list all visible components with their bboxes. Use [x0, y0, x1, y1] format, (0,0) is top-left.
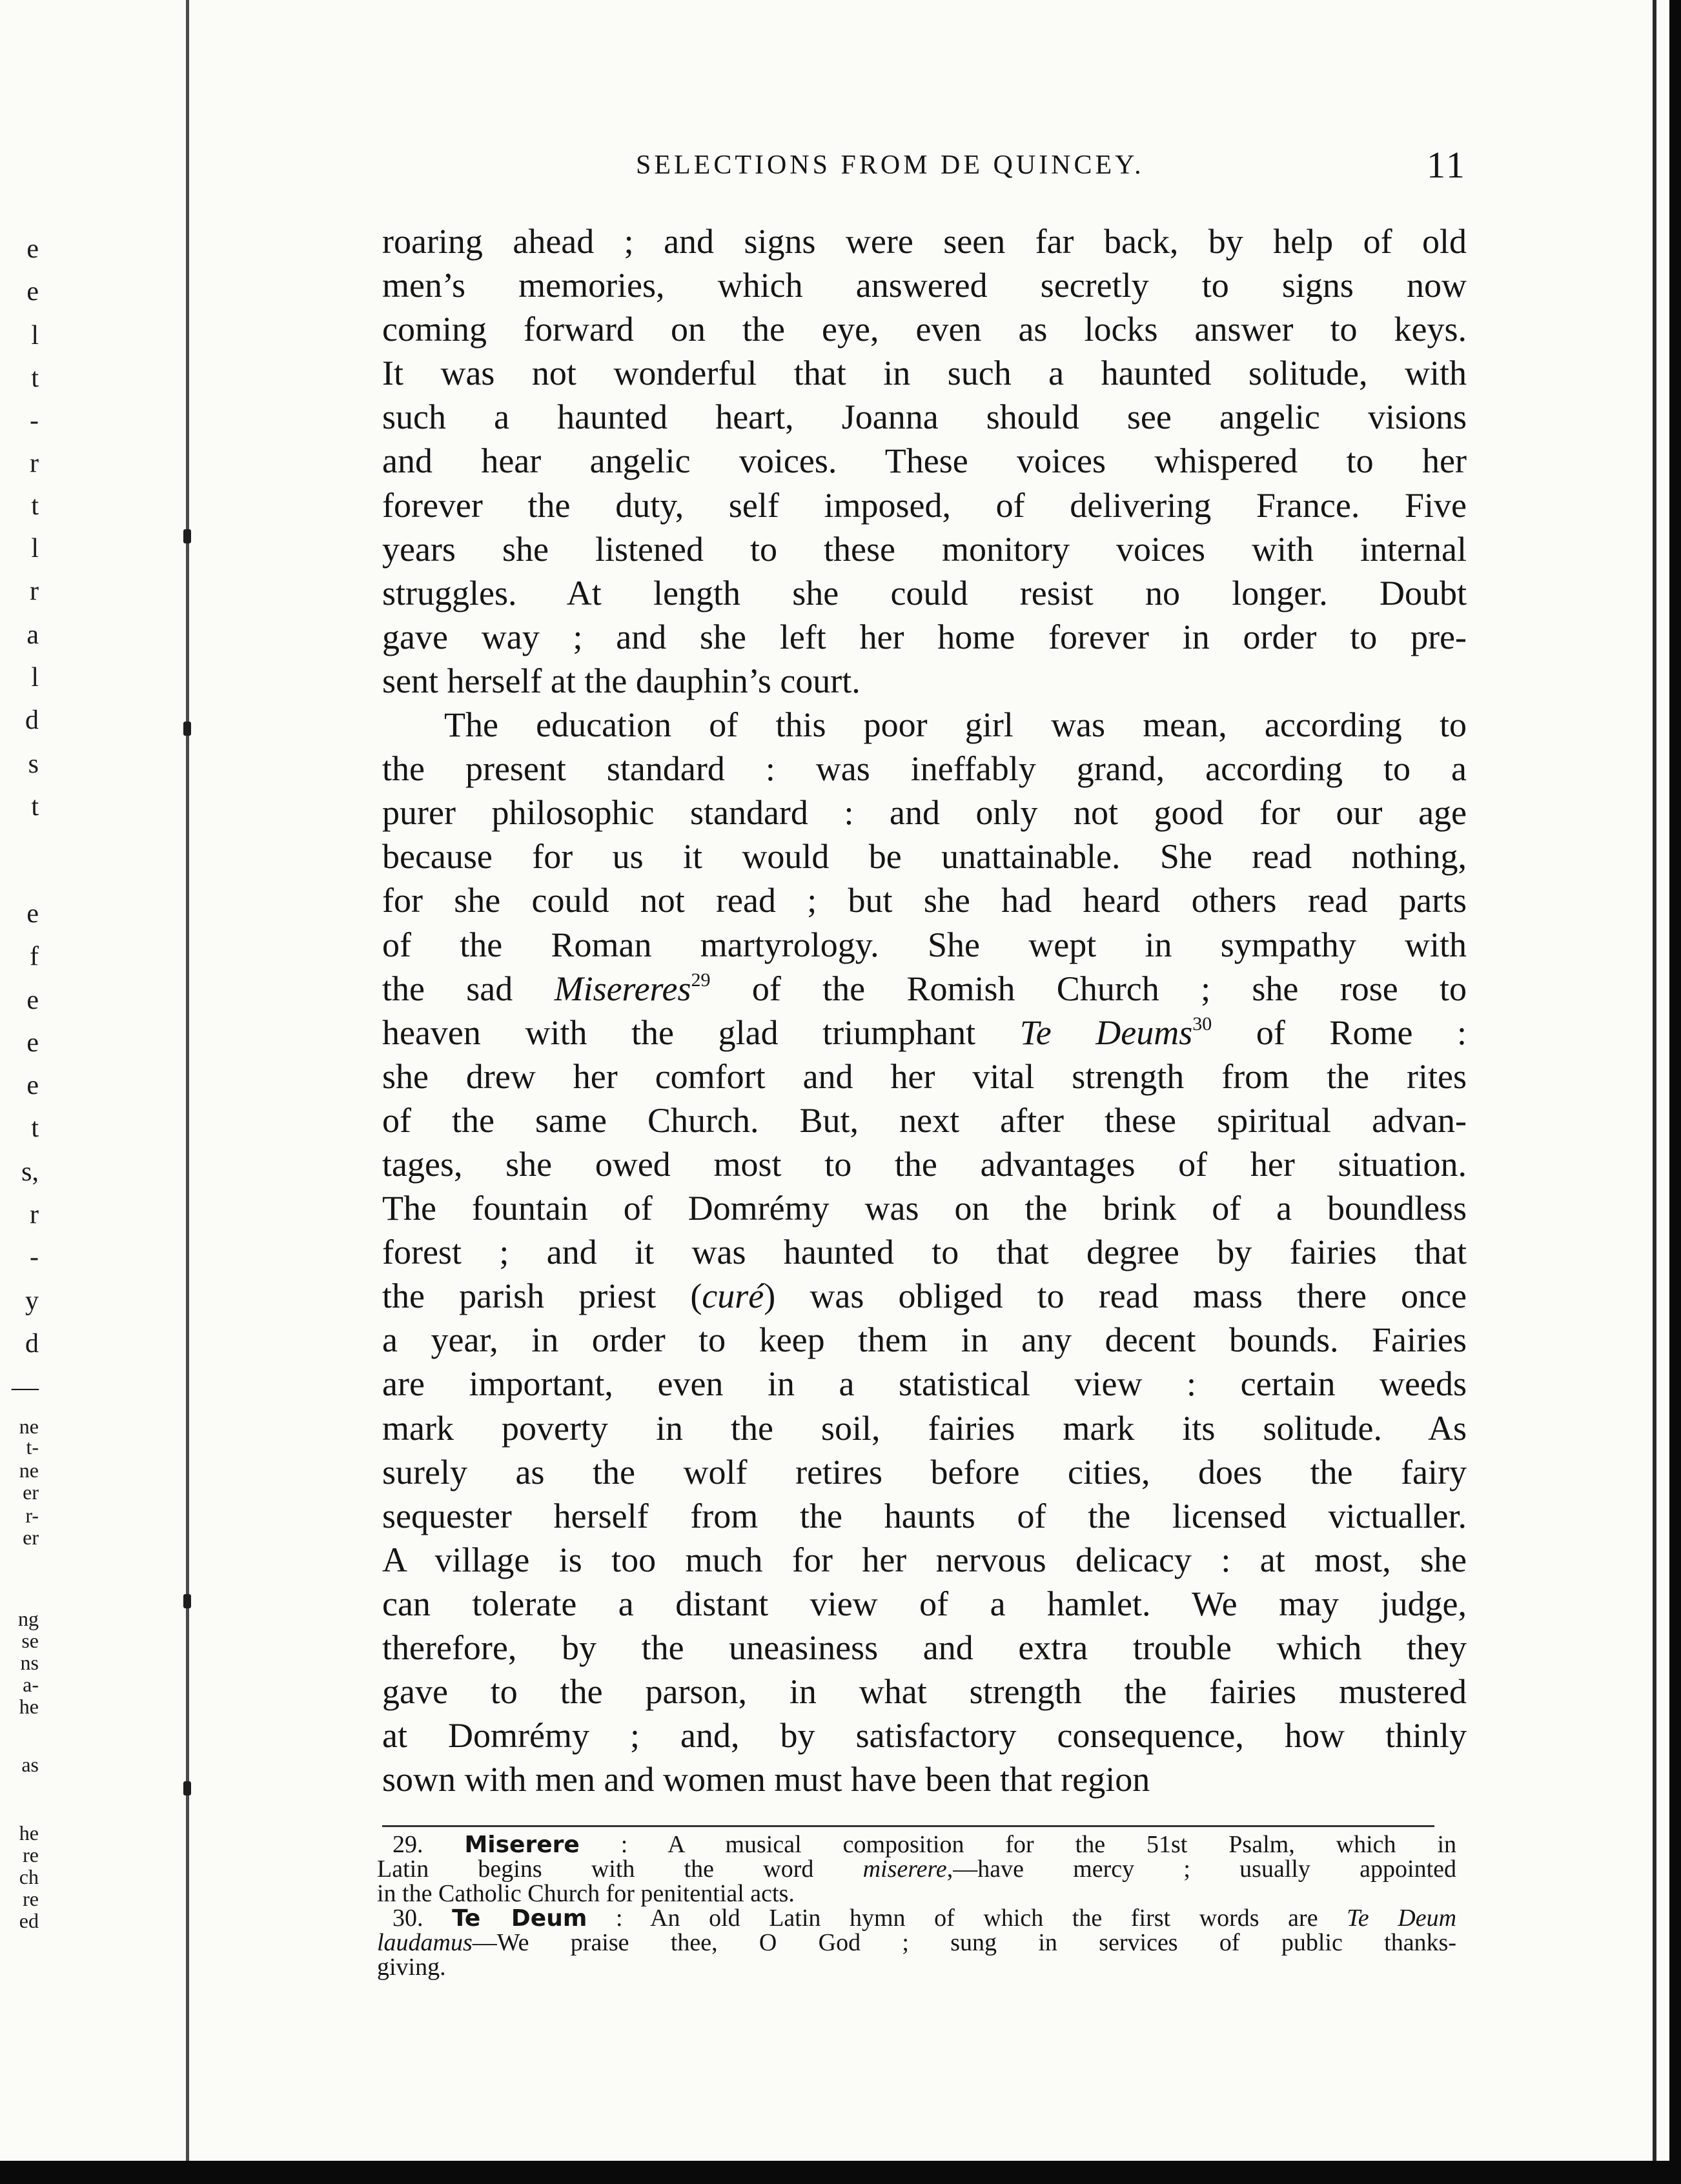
facing-page-fragment: e [26, 1071, 39, 1100]
footnote-text: ,—have mercy ; usually appointed [946, 1857, 1456, 1882]
facing-page-fragment: a [26, 620, 39, 650]
facing-page-fragment: re [23, 1843, 39, 1866]
facing-page-fragment: y [25, 1286, 39, 1316]
body-line: at Domrémy ; and, by satisfactory consequence, how thinly [382, 1716, 1467, 1755]
facing-page-fragment: d [25, 1329, 39, 1359]
scan-border-bottom [0, 2161, 1681, 2184]
facing-page-fragment: e [26, 234, 39, 264]
body-line: It was not wonderful that in such a haunted solitude, with [382, 354, 1467, 393]
body-line [382, 967, 1467, 1011]
body-line: A village is too much for her nervous delicacy : at most, she [382, 1540, 1467, 1579]
facing-page-fragment: he [19, 1821, 39, 1845]
facing-page-fragment: se [21, 1629, 39, 1652]
body-line: and hear angelic voices. These voices whispered to her [382, 441, 1467, 481]
body-line: mark poverty in the soil, fairies mark its solitude. As [382, 1408, 1467, 1448]
body-line: gave to the parson, in what strength the fairies mustered [382, 1672, 1467, 1712]
footnote-rule [382, 1825, 1434, 1827]
footnote-text: : An old Latin hymn of which the first words are [587, 1906, 1347, 1931]
facing-page-fragment: er [23, 1526, 39, 1549]
body-line [382, 1011, 1467, 1055]
body-line: for she could not read ; but she had heard others read parts [382, 881, 1467, 920]
footnote-reference: 30 [1192, 1013, 1212, 1035]
facing-page-fragment: l [31, 534, 39, 563]
facing-page-fragments [0, 0, 52, 2184]
facing-page-fragment: f [30, 942, 39, 971]
footnote-italic: Te Deum [1347, 1906, 1456, 1931]
body-line: such a haunted heart, Joanna should see angelic visions [382, 398, 1467, 437]
facing-page-fragment: re [23, 1887, 39, 1910]
body-line: a year, in order to keep them in any decent bounds. Fairies [382, 1320, 1467, 1360]
gutter-binding-mark [183, 1781, 191, 1795]
facing-page-fragment: l [31, 663, 39, 693]
facing-page-fragment: r [30, 1200, 39, 1229]
body-line: of the same Church. But, next after these spiritual advan- [382, 1100, 1467, 1140]
body-line: sequester herself from the haunts of the licensed victualler. [382, 1496, 1467, 1535]
facing-page-fragment: t [31, 1113, 39, 1143]
body-text-run: of the Romish Church ; she rose to [710, 969, 1467, 1008]
footnote-text: : A musical composition for the 51st Psalm, which in [579, 1833, 1456, 1857]
footnote-29-line-1 [377, 1833, 1456, 1857]
facing-page-fragment: he [19, 1695, 39, 1718]
facing-page-fragment: ne [19, 1415, 39, 1438]
footnote-number: 30. [392, 1906, 423, 1931]
body-text-run: the sad [382, 969, 555, 1008]
gutter-binding-mark [183, 1594, 191, 1608]
footnote-30-line-2 [377, 1931, 1456, 1956]
footnote-text: Latin begins with the word [377, 1857, 863, 1882]
page-number: 11 [1427, 144, 1467, 186]
gutter-line [186, 0, 189, 2161]
body-line: sown with men and women must have been that region [382, 1760, 1150, 1799]
facing-page-fragment: r [30, 449, 39, 478]
facing-page-fragment: ns [20, 1651, 39, 1674]
body-text-run: the parish priest ( [382, 1277, 702, 1316]
facing-page-fragment: e [26, 899, 39, 929]
footnote-term: Miserere [464, 1833, 580, 1857]
facing-page-fragment: t- [26, 1435, 39, 1459]
body-line: the present standard : was ineffably grand, according to a [382, 749, 1467, 789]
facing-page-fragment: e [26, 277, 39, 307]
footnote-30-line-3 [377, 1956, 1456, 1980]
scan-border-right [1669, 0, 1681, 2184]
footnote-text: in the Catholic Church for penitential acts. [377, 1882, 795, 1906]
footnote-term: Te Deum [452, 1906, 587, 1931]
facing-page-fragment: e [26, 986, 39, 1015]
facing-page-fragment: — [12, 1373, 39, 1402]
facing-page-fragment: s, [21, 1157, 39, 1187]
body-line: roaring ahead ; and signs were seen far back, by help of old [382, 222, 1467, 261]
body-line: purer philosophic standard : and only not good for our age [382, 793, 1467, 833]
running-title: SELECTIONS FROM DE QUINCEY. [636, 150, 1145, 180]
footnotes [377, 1833, 1456, 1980]
footnote-italic: miserere [862, 1857, 947, 1882]
facing-page-fragment: r- [25, 1504, 39, 1527]
facing-page-fragment: ng [18, 1607, 39, 1630]
facing-page-fragment: t [31, 491, 39, 521]
footnote-29-line-3 [377, 1882, 1456, 1906]
facing-page-fragment: as [21, 1753, 39, 1776]
facing-page-fragment: e [26, 1028, 39, 1058]
body-line: she drew her comfort and her vital strength from the rites [382, 1057, 1467, 1096]
body-line: forever the duty, self imposed, of delivering France. Five [382, 485, 1467, 525]
facing-page-fragment: t [31, 363, 39, 393]
facing-page-fragment: t [31, 792, 39, 822]
body-line: sent herself at the dauphin’s court. [382, 661, 861, 700]
footnote-number: 29. [392, 1833, 423, 1857]
facing-page-fragment: - [30, 1242, 39, 1272]
facing-page-fragment: er [23, 1481, 39, 1504]
page-right-edge [1653, 0, 1656, 2161]
body-line: tages, she owed most to the advantages of her situation. [382, 1144, 1467, 1184]
facing-page-fragment: a- [23, 1673, 39, 1696]
body-line: men’s memories, which answered secretly to signs now [382, 266, 1467, 305]
gutter-binding-mark [183, 722, 191, 736]
footnote-text: giving. [377, 1956, 446, 1980]
body-line: can tolerate a distant view of a hamlet. We may judge, [382, 1584, 1467, 1623]
italic-term: Te Deums [1019, 1013, 1193, 1052]
facing-page-fragment: ne [19, 1459, 39, 1482]
italic-term: Misereres [554, 969, 691, 1008]
body-line: therefore, by the uneasiness and extra trouble which they [382, 1628, 1467, 1667]
facing-page-fragment: s [28, 749, 39, 779]
footnote-reference: 29 [691, 969, 711, 991]
facing-page-fragment: l [31, 321, 39, 350]
body-line: coming forward on the eye, even as locks answer to keys. [382, 310, 1467, 349]
body-line: The fountain of Domrémy was on the brink of a boundless [382, 1189, 1467, 1228]
body-line: struggles. At length she could resist no longer. Doubt [382, 573, 1467, 612]
facing-page-fragment: r [30, 576, 39, 606]
footnote-30-line-1 [377, 1906, 1456, 1931]
body-text-run: heaven with the glad triumphant [382, 1013, 1020, 1052]
facing-page-fragment: ed [19, 1909, 39, 1932]
footnote-text: —We praise thee, O God ; sung in services of public thanks- [472, 1931, 1456, 1956]
footnote-italic: laudamus [377, 1931, 473, 1956]
facing-page-fragment: ch [19, 1865, 39, 1888]
footnote-29-line-2 [377, 1857, 1456, 1882]
gutter-binding-mark [183, 529, 191, 543]
body-line: surely as the wolf retires before cities, does the fairy [382, 1452, 1467, 1491]
body-line: of the Roman martyrology. She wept in sympathy with [382, 925, 1467, 964]
italic-term: curé [702, 1277, 764, 1316]
body-text-run: of Rome : [1212, 1013, 1467, 1052]
body-text-run: ) was obliged to read mass there once [764, 1277, 1467, 1316]
facing-page-fragment: - [30, 406, 39, 436]
body-line [382, 1274, 1467, 1318]
body-line: because for us it would be unattainable. She read nothing, [382, 837, 1467, 876]
body-line: forest ; and it was haunted to that degree by fairies that [382, 1233, 1467, 1272]
body-line: are important, even in a statistical view : certain weeds [382, 1364, 1467, 1404]
body-line: gave way ; and she left her home forever in order to pre- [382, 617, 1467, 656]
body-line: The education of this poor girl was mean, according to [444, 705, 1467, 745]
body-text [382, 219, 1467, 1801]
body-line: years she listened to these monitory voices with internal [382, 529, 1467, 569]
facing-page-fragment: d [25, 705, 39, 735]
